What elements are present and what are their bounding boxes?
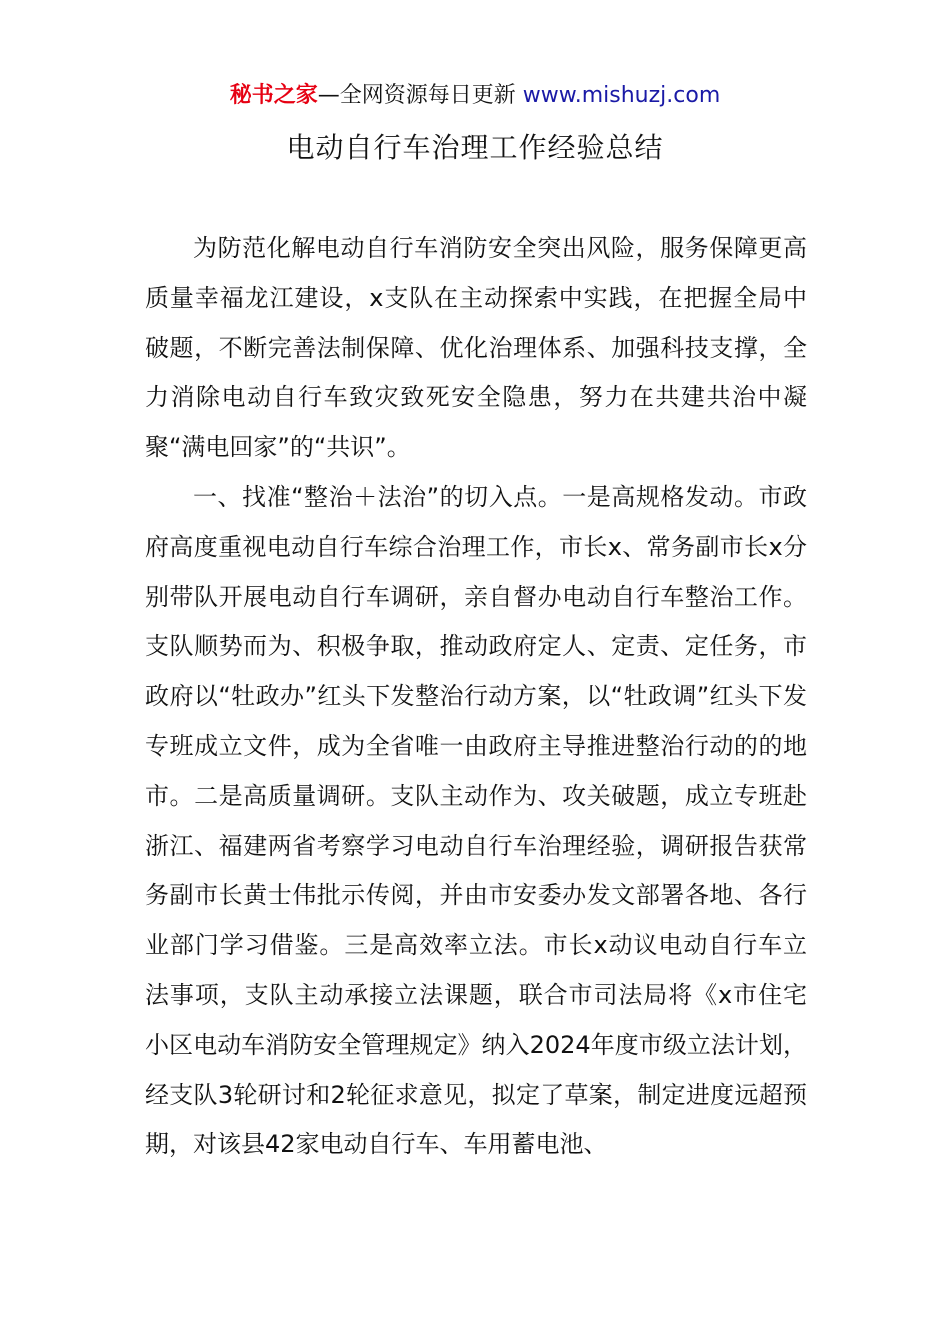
site-header xyxy=(0,80,950,112)
site-url-link[interactable]: www.mishuzj.com xyxy=(522,83,721,108)
brand-name: 秘书之家 xyxy=(229,83,318,108)
document-title: 电动自行车治理工作经验总结 xyxy=(286,131,664,164)
header-tagline: —全网资源每日更新 xyxy=(317,83,523,108)
paragraph-section-one: 一、找准“整治＋法治”的切入点。一是高规格发动。市政府高度重视电动自行车综合治理工作，市长x、常务副市长x分别带队开展电动自行车调研，亲自督办电动自行车整治工作。支队顺势而为、积极争取，推动政府定人、定责、定任务，市政府以“牡政办”红头下发整治行动方案，以“牡政调”红头下发专班成立文件，成为全省唯一由政府主导推进整治行动的的地市。二是高质量调研。支队主动作为、攻关破题，成立专班赴浙江、福建两省考察学习电动自行车治理经验，调研报告获常务副市长黄士伟批示传阅，并由市安委办发文部署各地、各行业部门学习借鉴。三是高效率立法。市长x动议电动自行车立法事项，支队主动承接立法课题，联合市司法局将《x市住宅小区电动车消防安全管理规定》纳入2024年度市级立法计划，经支队3轮研讨和2轮征求意见，拟定了草案，制定进度远超预期，对该县42家电动自行车、车用蓄电池、 xyxy=(145,482,807,1159)
paragraph-intro: 为防范化解电动自行车消防安全突出风险，服务保障更高质量幸福龙江建设，x支队在主动探索中实践，在把握全局中破题，不断完善法制保障、优化治理体系、加强科技支撑，全力消除电动自行车致灾致死安全隐患，努力在共建共治中凝聚“满电回家”的“共识”。 xyxy=(145,234,807,462)
document-body xyxy=(145,224,807,1170)
